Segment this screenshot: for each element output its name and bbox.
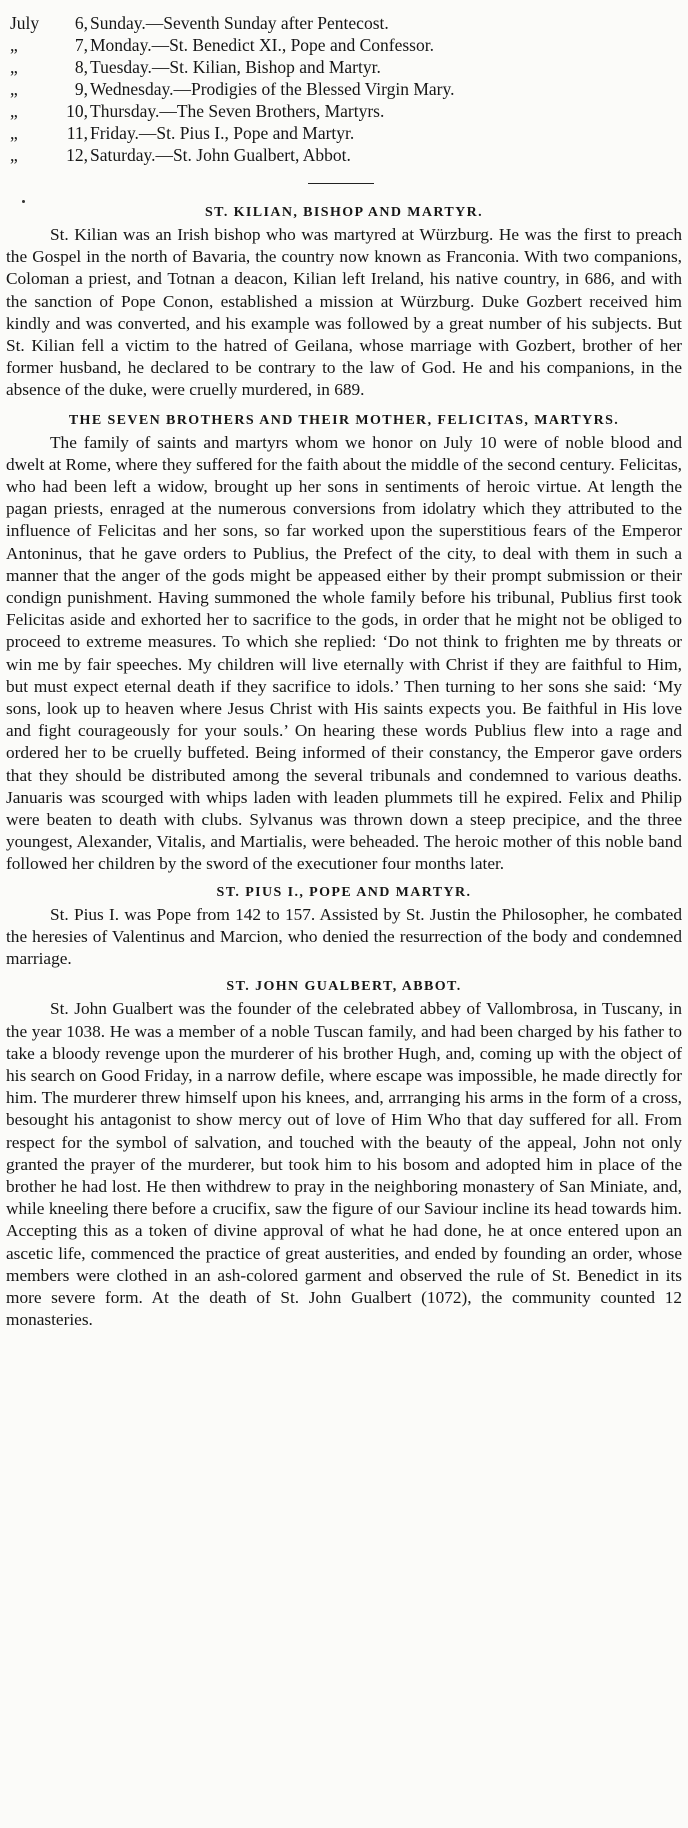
calendar-day: 12, (66, 145, 88, 165)
article-body (6, 998, 682, 1331)
section-divider (308, 183, 374, 184)
article-seven-brothers (0, 410, 688, 876)
article-body (6, 224, 682, 402)
article-st-john-gualbert (0, 976, 688, 1331)
article-paragraph: The family of saints and martyrs whom we honor on July 10 were of noble blood and dwelt at Rome, where they suffered for the faith about the middle of the second century. Felicitas, who had been left a widow, brought up her sons in sentiments of heroic virtue. At length the pagan priests, enraged at the numerous conversions from idolatry which they attributed to the influence of Felicitas and her sons, so far worked upon the superstitious fears of the Emperor Antoninus, that he gave orders to Publius, the Prefect of the city, to deal with them in such a manner that the anger of the gods might be appeased either by their prompt submission or their condign punishment. Having summoned the whole family before his tribunal, Publius first took Felicitas aside and exhorted her to sacrifice to the gods, in order that he might not be obliged to proceed to extreme measures. To which she replied: ‘Do not think to frighten me by threats or win me by fair speeches. My children will live eternally with Christ if they are faithful to Him, but must expect eternal death if they sacrifice to idols.’ Then turning to her sons she said: ‘My sons, look up to heaven where Jesus Christ with His saints expects you. Be faithful in His love and fight courageously for your souls.’ On hearing these words Publius flew into a rage and ordered her to be cruelly buffeted. Being informed of their constancy, the Emperor gave orders that they should be distributed among the several tribunals and condemned to various deaths. Januaris was scourged with whips laden with leaden plummets till he expired. Felix and Philip were beaten to death with clubs. Sylvanus was thrown down a steep precipice, and the three youngest, Alexander, Vitalis, and Martialis, were beheaded. The heroic mother of this noble band followed her children by the sword of the executioner four months later. (6, 432, 682, 874)
calendar-month: „ (10, 145, 18, 165)
calendar-entry (10, 56, 650, 78)
calendar-feast: Friday.—St. Pius I., Pope and Martyr. (90, 123, 355, 143)
calendar-feast: Tuesday.—St. Kilian, Bishop and Martyr. (90, 57, 381, 77)
calendar-month: „ (10, 57, 18, 77)
article-paragraph: St. Kilian was an Irish bishop who was martyred at Würzburg. He was the first to preach the Gospel in the north of Bavaria, the country now known as Franconia. With two companions, Coloman a priest, and Totnan a deacon, Kilian left Ireland, his native country, in 686, and with the sanction of Pope Conon, established a mission at Würzburg. Duke Gozbert received him kindly and was converted, and his example was followed by a great number of his subjects. But St. Kilian fell a victim to the hatred of Geilana, whose marriage with Gozbert, brother of her former husband, he declared to be contrary to the law of God. He and his companions, in the absence of the duke, were cruelly murdered, in 689. (6, 225, 682, 400)
calendar-entry (10, 78, 650, 100)
calendar-entry (10, 122, 650, 144)
calendar-month: „ (10, 123, 18, 143)
calendar-feast: Saturday.—St. John Gualbert, Abbot. (90, 145, 351, 165)
calendar-day: 9, (74, 79, 88, 99)
calendar-feast: Wednesday.—Prodigies of the Blessed Virgin Mary. (90, 79, 455, 99)
article-paragraph: St. John Gualbert was the founder of the celebrated abbey of Vallombrosa, in Tuscany, in the year 1038. He was a member of a noble Tuscan family, and had been charged by his father to take a bloody revenge upon the murderer of his brother Hugh, and, coming up with the object of his search on Good Friday, in a narrow defile, where escape was impossible, he made directly for him. The murderer threw himself upon his knees, and, arrranging his arms in the form of a cross, besought his antagonist to show mercy out of love of Him Who that day suffered for all. From respect for the symbol of salvation, and touched with the beauty of the appeal, John not only granted the prayer of the murderer, but took him to his bosom and adopted him in place of the brother he had lost. He then withdrew to pray in the neighboring monastery of San Miniate, and, while kneeling there before a crucifix, saw the figure of our Saviour incline its head towards him. Accepting this as a token of divine approval of what he had done, he at once entered upon an ascetic life, commenced the practice of great austerities, and ended by founding an order, whose members were clothed in an ash-colored garment and observed the rule of St. Benedict in its more severe form. At the death of St. John Gualbert (1072), the community counted 12 monasteries. (6, 999, 682, 1330)
calendar-entry (10, 34, 650, 56)
article-body (6, 904, 682, 971)
calendar-day: 8, (74, 57, 88, 77)
article-st-pius (0, 882, 688, 971)
ink-speck (22, 200, 25, 203)
calendar-month: „ (10, 35, 18, 55)
calendar-feast: Monday.—St. Benedict XI., Pope and Confessor. (90, 35, 434, 55)
section-heading: THE SEVEN BROTHERS AND THEIR MOTHER, FELICITAS, MARTYRS. (68, 412, 620, 428)
calendar-day: 7, (74, 35, 88, 55)
saints-calendar (10, 12, 650, 166)
calendar-entry (10, 12, 650, 34)
calendar-feast: Thursday.—The Seven Brothers, Martyrs. (90, 101, 385, 121)
calendar-entry (10, 100, 650, 122)
calendar-day: 10, (66, 101, 88, 121)
calendar-month: „ (10, 79, 18, 99)
section-heading: ST. KILIAN, BISHOP AND MARTYR. (204, 205, 484, 220)
calendar-month: „ (10, 101, 18, 121)
calendar-month: July (10, 13, 40, 33)
calendar-entry (10, 144, 650, 166)
calendar-day: 11, (66, 123, 88, 143)
article-paragraph: St. Pius I. was Pope from 142 to 157. Assisted by St. Justin the Philosopher, he combated the heresies of Valentinus and Marcion, who denied the resurrection of the body and condemned marriage. (6, 904, 682, 969)
article-st-kilian (0, 202, 688, 402)
calendar-day: 6, (74, 13, 88, 33)
article-body (6, 432, 682, 876)
calendar-feast: Sunday.—Seventh Sunday after Pentecost. (90, 13, 389, 33)
section-heading: ST. JOHN GUALBERT, ABBOT. (226, 979, 462, 995)
section-heading: ST. PIUS I., POPE AND MARTYR. (216, 884, 472, 900)
